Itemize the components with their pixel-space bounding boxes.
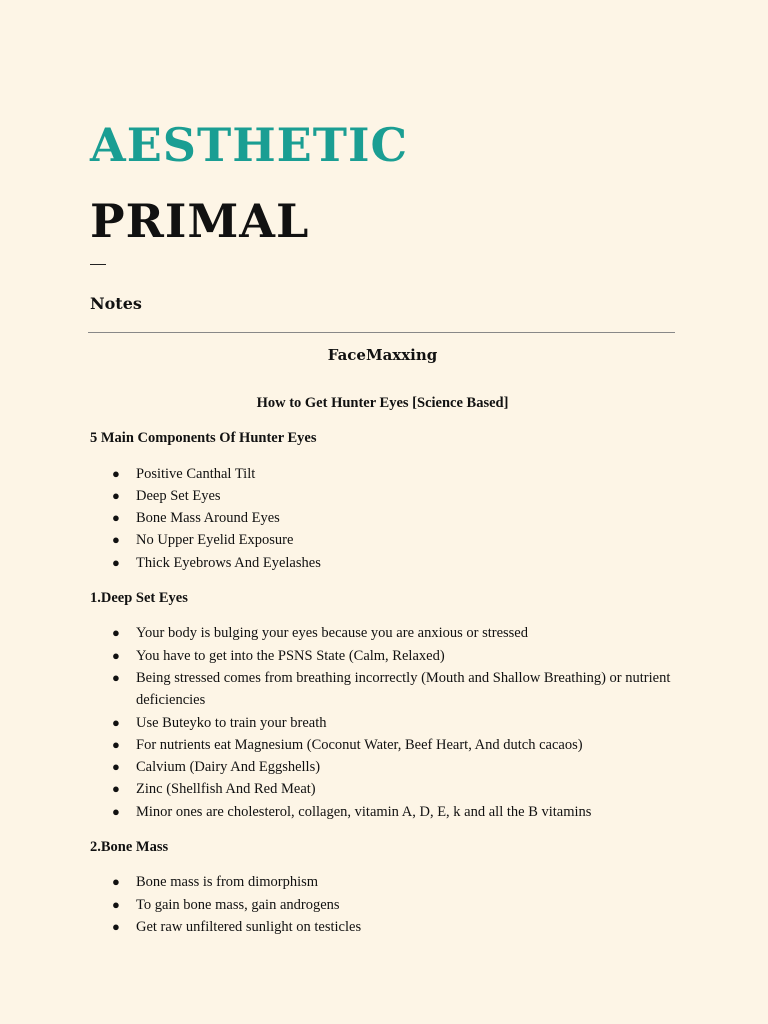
list-item bbox=[90, 712, 675, 734]
section-heading: 5 Main Components Of Hunter Eyes bbox=[90, 430, 317, 447]
list-item bbox=[90, 507, 675, 529]
list-item-text: Thick Eyebrows And Eyelashes bbox=[136, 554, 321, 571]
bullet-icon: ● bbox=[112, 874, 120, 890]
list-item-text: Your body is bulging your eyes because you are anxious or stressed bbox=[136, 625, 528, 642]
bullet-icon: ● bbox=[112, 554, 120, 570]
bullet-icon: ● bbox=[112, 510, 120, 526]
list-item bbox=[90, 756, 675, 778]
section-heading: 2.Bone Mass bbox=[90, 839, 169, 856]
bullet-icon: ● bbox=[112, 803, 120, 819]
bullet-icon: ● bbox=[112, 465, 120, 481]
bullet-list bbox=[90, 871, 675, 938]
bullet-icon: ● bbox=[112, 918, 120, 934]
list-item-text: Get raw unfiltered sunlight on testicles bbox=[136, 918, 362, 935]
list-item bbox=[90, 529, 675, 551]
list-item bbox=[90, 622, 675, 644]
list-item-text: For nutrients eat Magnesium (Coconut Water, Beef Heart, And dutch cacaos) bbox=[136, 736, 583, 753]
article-title: How to Get Hunter Eyes [Science Based] bbox=[256, 395, 509, 411]
list-item-text: Use Buteyko to train your breath bbox=[136, 714, 327, 731]
bullet-icon: ● bbox=[112, 759, 120, 775]
bullet-icon: ● bbox=[112, 896, 120, 912]
document-title: FaceMaxxing bbox=[327, 346, 438, 364]
bullet-icon: ● bbox=[112, 781, 120, 797]
list-item-text: Minor ones are cholesterol, collagen, vitamin A, D, E, k and all the B vitamins bbox=[136, 803, 592, 820]
bullet-list bbox=[90, 463, 675, 574]
list-item-text: You have to get into the PSNS State (Calm, Relaxed) bbox=[136, 647, 445, 664]
list-item bbox=[90, 734, 675, 756]
bullet-icon: ● bbox=[112, 625, 120, 641]
list-item-text: Bone Mass Around Eyes bbox=[136, 510, 280, 527]
list-item bbox=[90, 552, 675, 574]
list-item bbox=[90, 463, 675, 485]
section-heading: 1.Deep Set Eyes bbox=[90, 590, 188, 607]
list-item bbox=[90, 645, 675, 667]
bullet-icon: ● bbox=[112, 736, 120, 752]
list-item-text: Positive Canthal Tilt bbox=[136, 465, 256, 482]
list-item-text: Deep Set Eyes bbox=[136, 487, 221, 504]
bullet-icon: ● bbox=[112, 532, 120, 548]
bullet-icon: ● bbox=[112, 647, 120, 663]
list-item-text: Bone mass is from dimorphism bbox=[136, 874, 319, 891]
list-item-text: Calvium (Dairy And Eggshells) bbox=[136, 759, 321, 776]
list-item bbox=[90, 485, 675, 507]
horizontal-rule bbox=[88, 332, 675, 333]
brand-title-line2: PRIMAL bbox=[90, 194, 310, 248]
brand-title-line1: AESTHETIC bbox=[90, 118, 409, 172]
list-item-text: Zinc (Shellfish And Red Meat) bbox=[136, 781, 316, 798]
section-label: Notes bbox=[90, 294, 142, 313]
bullet-list bbox=[90, 622, 675, 823]
bullet-icon: ● bbox=[112, 487, 120, 503]
list-item bbox=[90, 667, 675, 712]
article-body bbox=[90, 392, 675, 951]
list-item bbox=[90, 916, 675, 938]
list-item-text: No Upper Eyelid Exposure bbox=[136, 532, 294, 549]
list-item-text: To gain bone mass, gain androgens bbox=[136, 896, 340, 913]
dash-divider bbox=[90, 264, 106, 265]
list-item bbox=[90, 801, 675, 823]
list-item bbox=[90, 778, 675, 800]
list-item-text: Being stressed comes from breathing incorrectly (Mouth and Shallow Breathing) or nutrient deficiencies bbox=[136, 669, 671, 709]
bullet-icon: ● bbox=[112, 714, 120, 730]
bullet-icon: ● bbox=[112, 669, 120, 685]
list-item bbox=[90, 894, 675, 916]
list-item bbox=[90, 871, 675, 893]
